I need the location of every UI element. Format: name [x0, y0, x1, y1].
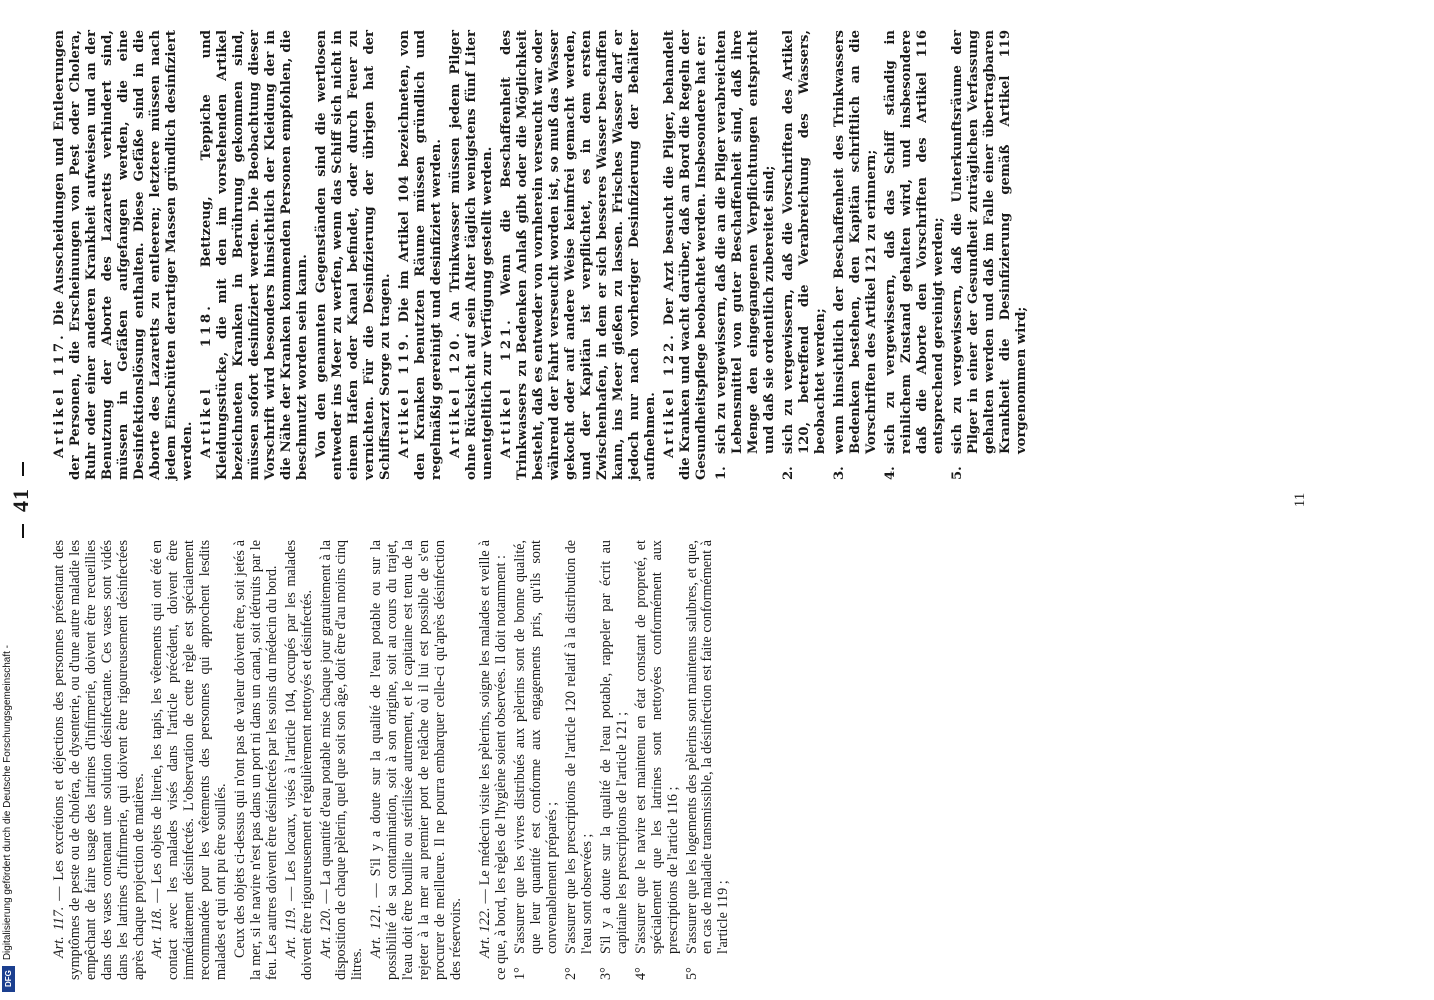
article-122-fr — [478, 540, 510, 980]
article-label: Artikel 122. — [662, 332, 677, 458]
article-text: Die Ausscheidungen und Entleerungen der Personen, die Erscheinungen von Pest oder Cholera, Ruhr oder einer anderen Krankheit aufweisen und an der Benutzung der Aborte des Lazaretts verhindert sind, müssen in Gefäßen aufgefangen werden, die eine Desinfektionslösung enthalten. Diese Gefäße sind in die Aborte des Lazaretts zu entleeren; letztere müssen nach jedem Einschütten derartiger Massen gründlich desinfiziert werden. — [52, 30, 195, 480]
article-text: — Les locaux, visés à l'article 104, occupés par les malades doivent être rigoureusement et régulièrement nettoyés et désinfectés. — [282, 540, 315, 980]
article-text: — Les objets de literie, les tapis, les vêtements qui ont été en contact avec les malades visés dans l'article précédent, doivent être immédiatement désinfectés. L'observation de cette règle est spécialement recommandée pour les vêtements des personnes qui approchent lesdits malades et qui ont pu être souillés. — [149, 539, 230, 980]
article-122-de-list — [714, 30, 1030, 480]
article-122-fr-list — [513, 540, 732, 980]
article-label: Art. 121. — [368, 904, 385, 958]
article-label: Artikel 120. — [448, 330, 463, 458]
article-117-de — [52, 30, 196, 480]
article-label: Artikel 117. — [52, 332, 67, 458]
article-text: Der Arzt besucht die Pilger, behandelt die Kranken und wacht darüber, daß an Bord die Regeln der Gesundheitspflege beobachtet werden. Insbesondere hat er: — [662, 30, 709, 480]
article-label: Art. 122. — [476, 907, 493, 958]
article-122-de — [662, 30, 710, 480]
article-label: Art. 118. — [149, 907, 166, 958]
list-item: 3. wenn hinsichtlich der Beschaffenheit des Trinkwassers Bedenken bestehen, den Kapitän schriftlich an die Vorschriften des Artikel 121 zu erinnern; — [832, 30, 879, 480]
article-label: Art. 119. — [282, 906, 299, 958]
page-number: 41 — [8, 488, 33, 512]
article-120-de — [448, 30, 496, 480]
article-text: — La quantité d'eau potable mise chaque jour gratuitement à la disposition de chaque pèlerin, quel que soit son âge, doit être d'au moins cinq litres. — [317, 540, 366, 980]
article-text: Bettzeug, Teppiche und Kleidungsstücke, die mit den im vorstehenden Artikel bezeichneten Kranken in Berührung gekommen sind, müssen sofort desinfiziert werden. Die Beobachtung dieser Vorschrift wird besonders hinsichtlich der Kleidung der in die Nähe der Kranken kommenden Personen empfohlen, die beschmutzt worden sein kann. — [199, 29, 310, 480]
list-item: 3° S'il y a doute sur la qualité de l'eau potable, rappeler par écrit au capitaine les prescriptions de l'article 121 ; — [598, 540, 630, 980]
article-119-de — [397, 30, 445, 480]
sheet-number: 11 — [1292, 492, 1308, 508]
article-text: — S'il y a doute sur la qualité de l'eau potable ou sur la possibilité de sa contamination, soit à son origine, soit au cours du trajet, l'eau doit être bouillie ou stérilisée autrement, et le capitaine est tenu de la rejeter à la mer au premier port de relâche où il lui est possible de s'en procurer de meilleure. Il ne pourra embarquer celle-ci qu'après désinfection des réservoirs. — [368, 540, 464, 980]
article-text: Die im Artikel 104 bezeichneten, von den Kranken benutzten Räume müssen gründlich und regelmäßig gereinigt und desinfiziert werden. — [397, 29, 444, 480]
article-text: Wenn die Beschaffenheit des Trinkwassers zu Bedenken Anlaß gibt oder die Möglichkeit besteht, daß es entweder von vornherein verseucht war oder während der Fahrt verseucht worden ist, so muß das Wasser gekocht oder auf andere Weise keimfrei gemacht werden, und der Kapitän ist verpflichtet, es in dem ersten Zwischenhafen, in dem er sich besseres Wasser beschaffen kann, ins Meer gießen zu lassen. Frisches Wasser darf er jedoch nur nach vorheriger Desinfizierung der Behälter aufnehmen. — [499, 29, 658, 480]
credit-sidebar — [0, 0, 18, 1000]
article-label: Art. 120. — [317, 907, 334, 958]
article-label: Artikel 119. — [397, 330, 412, 458]
article-117-fr — [52, 540, 147, 980]
list-item: 5° S'assurer que les logements des pèlerins sont maintenus salubres, et que, en cas de maladie transmissible, la désinfection est faite conformément à l'article 119 ; — [683, 540, 732, 980]
german-column — [52, 30, 1033, 480]
article-label: Artikel 121. — [499, 317, 514, 458]
dfg-logo-icon: DFG — [2, 966, 15, 992]
article-118-de-para2: Von den genannten Gegenständen sind die wertlosen entweder ins Meer zu werfen, wenn das Schiff sich nicht in einem Hafen oder Kanal befindet, oder durch Feuer zu vernichten. Für die Desinfizierung der übrigen hat der Schiffsarzt Sorge zu tragen. — [314, 30, 393, 480]
article-118-fr-para2: Ceux des objets ci-dessus qui n'ont pas de valeur doivent être, soit jetés à la mer, si le navire n'est pas dans un port ni dans un canal, soit détruits par le feu. Les autres doivent être désinfectés par les soins du médecin du bord. — [231, 540, 280, 980]
list-item: 2° S'assurer que les prescriptions de l'article 120 relatif à la distribution de l'eau sont observées ; — [563, 540, 596, 980]
list-item: 2. sich zu vergewissern, daß die Vorschriften des Artikel 120, betreffend die Verabreichung des Wassers, beobachtet werden; — [781, 30, 828, 480]
article-label: Artikel 118. — [199, 303, 214, 458]
list-item: 1. sich zu vergewissern, daß die an die Pilger verabreichten Lebensmittel von guter Beschaffenheit sind, daß ihre Menge den eingegangenen Verpflichtungen entspricht und daß sie ordentlich zubereitet sind; — [714, 30, 777, 480]
header-dash-left — [22, 524, 24, 538]
header-dash-right — [22, 462, 24, 476]
article-118-de — [199, 30, 311, 480]
list-item: 4° S'assurer que le navire est maintenu en état constant de propreté, et spécialement que les latrines sont nettoyées conformément aux prescriptions de l'article 116 ; — [632, 540, 681, 980]
article-118-fr — [150, 540, 230, 980]
list-item: 1° S'assurer que les vivres distribués aux pèlerins sont de bonne qualité, que leur quantité est conforme aux engagements pris, qu'ils sont convenablement préparés ; — [512, 540, 561, 980]
article-text: — Le médecin visite les pèlerins, soigne les malades et veille à ce que, à bord, les règles de l'hygiène soient observées. Il doit notamment : — [476, 540, 509, 980]
funding-credit: Digitalisierung gefördert durch die Deutsche Forschungsgemeinschaft - — [2, 644, 13, 960]
french-column — [52, 540, 735, 980]
list-item: 4. sich zu vergewissern, daß das Schiff ständig in reinlichem Zustand gehalten wird, und insbesondere daß die Aborte den Vorschriften des Artikel 116 entsprechend gereinigt werden; — [883, 30, 946, 480]
article-119-fr — [284, 540, 316, 980]
article-120-fr — [319, 540, 367, 980]
article-text: An Trinkwasser müssen jedem Pilger ohne Rücksicht auf sein Alter täglich wenigstens fünf Liter unentgeltlich zur Verfügung gestellt werden. — [448, 30, 495, 480]
article-text: — Les excrétions et déjections des personnes présentant des symptômes de peste ou de choléra, de dysenterie, ou d'une autre maladie les empêchant de faire usage des latrines d'infirmerie, doivent être recueillies dans des vases contenant une solution désinfectante. Ces vases sont vidés dans les latrines d'infirmerie, qui doivent être rigoureusement désinfectées après chaque projection de matières. — [51, 539, 147, 980]
article-label: Art. 117. — [51, 906, 67, 958]
article-121-fr — [369, 540, 464, 980]
article-121-de — [499, 30, 659, 480]
list-item: 5. sich zu vergewissern, daß die Unterkunftsräume der Pilger in einer der Gesundheit zuträglichen Verfassung gehalten werden und daß im Falle einer übertragbaren Krankheit die Desinfizierung gemäß Artikel 119 vorgenommen wird; — [950, 30, 1029, 480]
